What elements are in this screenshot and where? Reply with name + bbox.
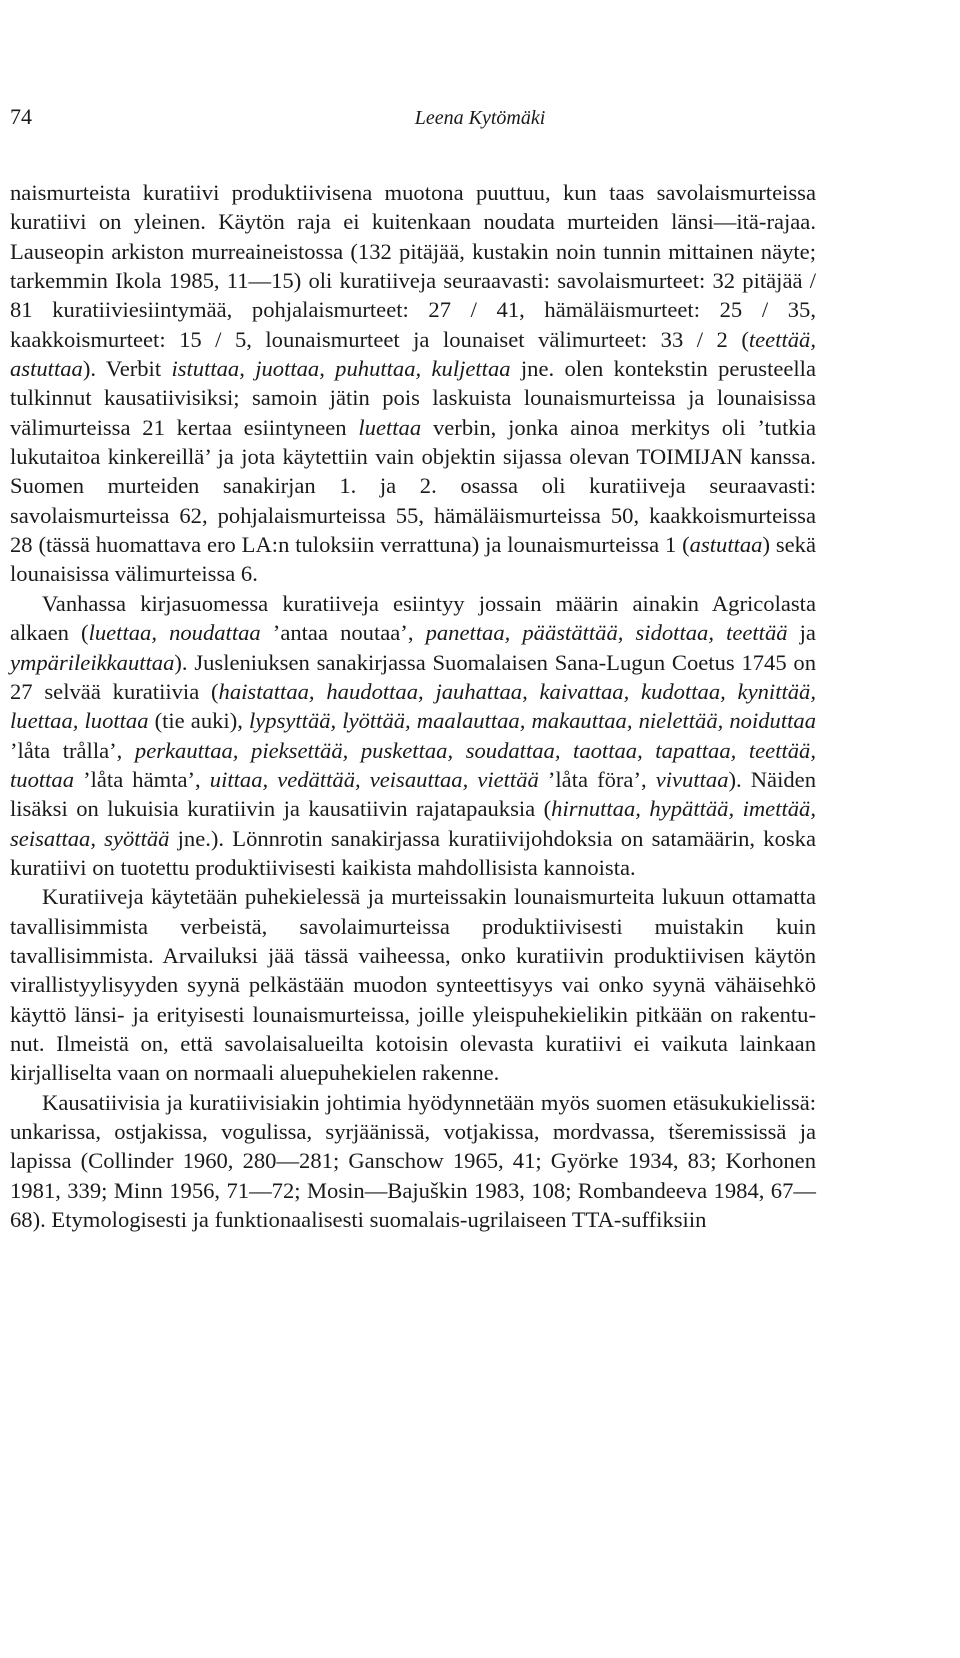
italic-term: perkauttaa, pieksettää, puskettaa, soudattaa, taottaa, tapattaa, teettää, tuottaa [10,737,816,792]
italic-term: luettaa, noudattaa [88,620,261,646]
paragraph [10,882,816,1087]
body-text [10,178,816,1234]
running-head-author: Leena Kytömäki [414,107,546,129]
text-run: Kuratiiveja käytetään puhekielessä ja murteissakin lounaismurteita lukuun ottamatta tavallisimmista verbeistä, savolaimurteissa produktiivisesti muistakin kuin tavallisimmista. Arvailuksi jää tässä vaiheessa, onko kuratiivin produktiivisen käytön virallistyylisyyden syynä pelkästään muodon synteettisyys vai onko syynä vähäisehkö käyttö länsi- ja erityisesti lounaismurteissa, joille yleispuhekielikin pitkään on rakentunut. Ilmeistä on, että savolaisalueilta kotoisin olevasta kuratiivi ei vaikuta lainkaan kirjalliselta vaan on normaali aluepuhekielen rakenne. [10,884,816,1086]
text-run: ja [787,620,816,646]
page-number: 74 [10,104,32,129]
italic-term: istuttaa, juottaa, puhuttaa, kuljettaa [171,356,511,382]
text-run: verbin, jonka ainoa merkitys oli ’tutkia lukutaitoa kinkereillä’ ja jota käytettiin vain objektin sijassa olevan TOIMIJAN kanssa. Suomen murteiden sanakirjan 1. ja 2. osassa oli kuratiiveja seuraavasti: savolaismurteissa 62, pohjalaismurteissa 55, hämäläismurteissa 50, kaakkoismurteissa 28 (tässä huomattava ero LA:n tuloksiin verrattuna) ja lounaismurteissa 1 ( [10,414,816,558]
text-run: ) sekä lounaisissa välimurteissa 6. [10,532,816,587]
italic-term: astuttaa [689,532,763,558]
italic-term: lypsyttää, lyöttää, maalauttaa, makauttaa, nielettää, noiduttaa [248,708,816,734]
paragraph [10,1088,816,1235]
italic-term: luettaa [358,414,422,440]
text-run: Vanhassa kirjasuomessa kuratiiveja esiintyy jossain määrin ainakin Agricolasta alkaen ( [10,590,816,646]
text-run: ’låta trålla’, [10,737,135,763]
italic-term: ympärileikkauttaa [10,649,175,675]
italic-term: teettää, astuttaa [10,326,816,382]
italic-term: panettaa, päästättää, sidottaa, teettää [425,620,788,646]
text-run: (tie auki), [148,708,249,734]
italic-term: hirnuttaa, hypättää, imettää, seisattaa, syöttää [10,796,816,851]
text-run: ). Näiden lisäksi on lukuisia kuratiivin ja kausatiivin rajatapauksia ( [10,766,816,822]
italic-term: uittaa, vedättää, veisauttaa, viettää [209,766,539,792]
text-run: ). Jusleniuksen sanakirjassa Suomalaisen Sana-Lugun Coetus 1745 on 27 selvää kuratiivia ( [10,649,816,704]
italic-term: vivuttaa [655,766,729,792]
text-run: ’låta hämta’, [74,766,210,792]
italic-term: haistattaa, haudottaa, jauhattaa, kaivattaa, kudottaa, kynittää, luettaa, luottaa [10,678,816,734]
text-run: jne.). Lönnrotin sanakirjassa kuratiivijohdoksia on satamäärin, koska kuratiivi on tuotettu produktiivisesti kaikista mahdollisista kannoista. [10,825,816,880]
text-run: Kausatiivisia ja kuratiivisiakin johtimia hyödynnetään myös suomen etäsukukielissä: unkarissa, ostjakissa, vogulissa, syrjäänissä, votjakissa, mordvassa, tšeremississä ja lapissa (Collinder 1960, 280—281; Ganschow 1965, 41; Györke 1934, 83; Korhonen 1981, 339; Minn 1956, 71—72; Mosin—Bajuškin 1983, 108; Rombandeeva 1984, 67—68). Etymologisesti ja funktionaalisesti suomalais-ugrilaiseen TTA-suffiksiin [10,1089,816,1233]
text-run: jne. olen kontekstin perusteella tulkinnut kausatiivisiksi; samoin jätin pois laskuista lounaismurteissa ja lounaisissa välimurteissa 21 kertaa esiintyneen [10,356,816,440]
text-run: ’antaa noutaa’, [260,620,426,646]
paragraph [10,589,816,882]
paragraph [10,178,816,589]
text-run: ’låta föra’, [538,766,656,792]
text-run: ). Verbit [82,356,172,382]
text-run: naismurteista kuratiivi produktiivisena muotona puuttuu, kun taas savolaismurteissa kuratiivi on yleinen. Käytön raja ei kuitenkaan noudata murteiden länsi—itä-rajaa. Lauseopin arkiston murreaineistossa (132 pitäjää, kustakin noin tunnin mittainen näyte; tarkemmin Ikola 1985, 11—15) oli kuratiiveja seuraavasti: savolaismurteet: 32 pitäjää / 81 kuratiiviesiintymää, pohjalaismurteet: 27 / 41, hämäläismurteet: 25 / 35, kaakkoismurteet: 15 / 5, lounaismurteet ja lounaiset välimurteet: 33 / 2 ( [10,180,816,352]
